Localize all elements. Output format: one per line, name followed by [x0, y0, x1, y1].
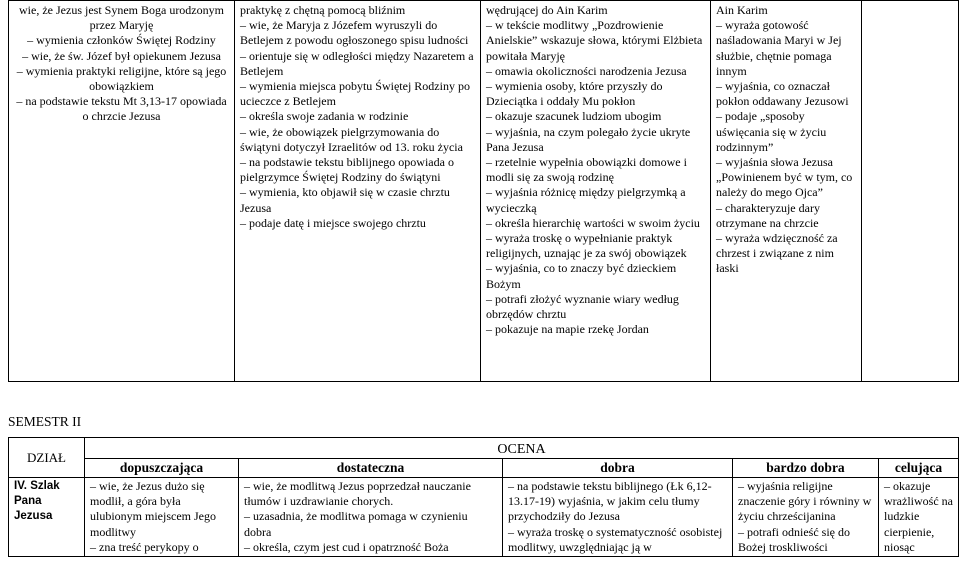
criterion-item: Ain Karim	[716, 3, 768, 17]
criterion-item: – wie, że obowiązek pielgrzymowania do świątyni dotyczył Izraelitów od 13. roku życia	[240, 124, 463, 154]
criterion-item: – wyraża troskę o systematyczność osobistej modlitwy, uwzględniając ją w	[508, 524, 723, 554]
criterion-item: – określa, czym jest cud i opatrzność Boża	[244, 539, 449, 554]
criterion-item: – okazuje wrażliwość na ludzkie cierpienie, niosąc	[884, 479, 953, 554]
criterion-item: – pokazuje na mapie rzekę Jordan	[486, 322, 649, 337]
criterion-item: – charakteryzuje dary otrzymane na chrzcie	[716, 200, 820, 230]
criterion-item: – w tekście modlitwy „Pozdrowienie Anielskie” wskazuje słowa, którymi Elżbieta powitała Maryję	[486, 18, 703, 63]
unit-name-line-2: Pana	[14, 495, 42, 508]
top-col-5	[862, 1, 959, 382]
criterion-item: – podaje „sposoby uświęcania się w życiu rodzinnym”	[716, 109, 827, 154]
criterion-item: – wyraża gotowość naśladowania Maryi w Jej służbie, chętnie pomaga innym	[716, 18, 842, 78]
criterion-item: – wyraża troskę o wypełnianie praktyk religijnych, uznając je za swój obowiązek	[486, 231, 687, 261]
criterion-item: – wyraża wdzięczność za chrzest i związane z nim łaski	[716, 231, 838, 276]
grade-header-5: celująca	[879, 459, 959, 478]
dzial-header: DZIAŁ	[9, 438, 85, 478]
bottom-col-4	[733, 478, 879, 557]
criterion-item: – wyjaśnia religijne znaczenie góry i równiny w życiu chrześcijanina	[738, 479, 872, 524]
grade-header-1: dopuszczająca	[85, 459, 239, 478]
criterion-item: wie, że Jezus jest Synem Boga urodzonym przez Maryję	[19, 3, 224, 33]
criterion-item: – określa swoje zadania w rodzinie	[240, 109, 409, 124]
criterion-item: – wymienia miejsca pobytu Świętej Rodziny po ucieczce z Betlejem	[240, 79, 470, 109]
top-col-4	[711, 1, 862, 382]
top-col-2	[235, 1, 481, 382]
criterion-item: wędrującej do Ain Karim	[486, 3, 608, 17]
grade-header-4: bardzo dobra	[733, 459, 879, 478]
criterion-item: – wymienia osoby, które przyszły do Dzieciątka i oddały Mu pokłon	[486, 79, 663, 109]
bottom-col-2	[239, 478, 503, 557]
criterion-item: – wyjaśnia słowa Jezusa „Powinienem być w tym, co należy do mego Ojca”	[716, 155, 853, 200]
criterion-item: – na podstawie tekstu Mt 3,13-17 opowiada o chrzcie Jezusa	[16, 94, 227, 124]
criterion-item: – wie, że Jezus dużo się modlił, a góra była ulubionym miejscem Jego modlitwy	[90, 479, 216, 539]
bottom-col-5	[879, 478, 959, 557]
criterion-item: – wie, że św. Józef był opiekunem Jezusa	[22, 48, 221, 63]
criterion-item: – wymienia członków Świętej Rodziny	[27, 33, 216, 48]
criterion-item: – wyjaśnia różnicę między pielgrzymką a wycieczką	[486, 185, 686, 215]
criterion-item: – wyjaśnia, na czym polegało życie ukryte Pana Jezusa	[486, 124, 691, 154]
criterion-item: – wie, że modlitwą Jezus poprzedzał nauczanie tłumów i uzdrawianie chorych.	[244, 479, 471, 509]
criterion-item: – zna treść perykopy o	[90, 539, 199, 554]
criterion-item: – uzasadnia, że modlitwa pomaga w czynieniu dobra	[244, 509, 468, 539]
bottom-col-1	[85, 478, 239, 557]
unit-name	[9, 478, 85, 557]
criterion-item: – wymienia praktyki religijne, które są jego obowiązkiem	[16, 63, 227, 94]
grade-header-3: dobra	[503, 459, 733, 478]
criterion-item: – wie, że Maryja z Józefem wyruszyli do Betlejem z powodu ogłoszonego spisu ludności	[240, 18, 469, 48]
semester-heading: SEMESTR II	[8, 414, 82, 429]
bottom-criteria-table	[8, 437, 959, 557]
criterion-item: – podaje datę i miejsce swojego chrztu	[240, 215, 426, 230]
grade-header-2: dostateczna	[239, 459, 503, 478]
unit-name-line-1: IV. Szlak	[14, 480, 60, 492]
ocena-header: OCENA	[85, 438, 959, 459]
criterion-item: – wyjaśnia, co to znaczy być dzieckiem Bożym	[486, 261, 677, 291]
criterion-item: – wyjaśnia, co oznaczał pokłon oddawany Jezusowi	[716, 79, 849, 109]
criterion-item: – wymienia, kto objawił się w czasie chrztu Jezusa	[240, 185, 450, 215]
criterion-item: – omawia okoliczności narodzenia Jezusa	[486, 63, 687, 78]
criterion-item: – potrafi złożyć wyznanie wiary według obrzędów chrztu	[486, 291, 679, 322]
criterion-item: – na podstawie tekstu biblijnego opowiada o pielgrzymce Świętej Rodziny do świątyni	[240, 155, 454, 185]
criterion-item: – określa hierarchię wartości w swoim życiu	[486, 215, 700, 230]
criterion-item: – orientuje się w odległości między Nazaretem a Betlejem	[240, 48, 474, 78]
top-col-3	[481, 1, 711, 382]
criterion-item: – rzetelnie wypełnia obowiązki domowe i modli się za swoją rodzinę	[486, 155, 687, 185]
criterion-item: – na podstawie tekstu biblijnego (Łk 6,12-13.17-19) wyjaśnia, w jakim celu tłumy przychodziły do Jezusa	[508, 479, 712, 524]
criterion-item: – okazuje szacunek ludziom ubogim	[486, 109, 662, 124]
top-criteria-table	[8, 0, 959, 382]
top-col-1	[9, 1, 235, 382]
criterion-item: praktykę z chętną pomocą bliźnim	[240, 3, 406, 17]
unit-name-line-3: Jezusa	[14, 510, 53, 523]
bottom-col-3	[503, 478, 733, 557]
criterion-item: – potrafi odnieść się do Bożej troskliwości	[738, 524, 850, 554]
